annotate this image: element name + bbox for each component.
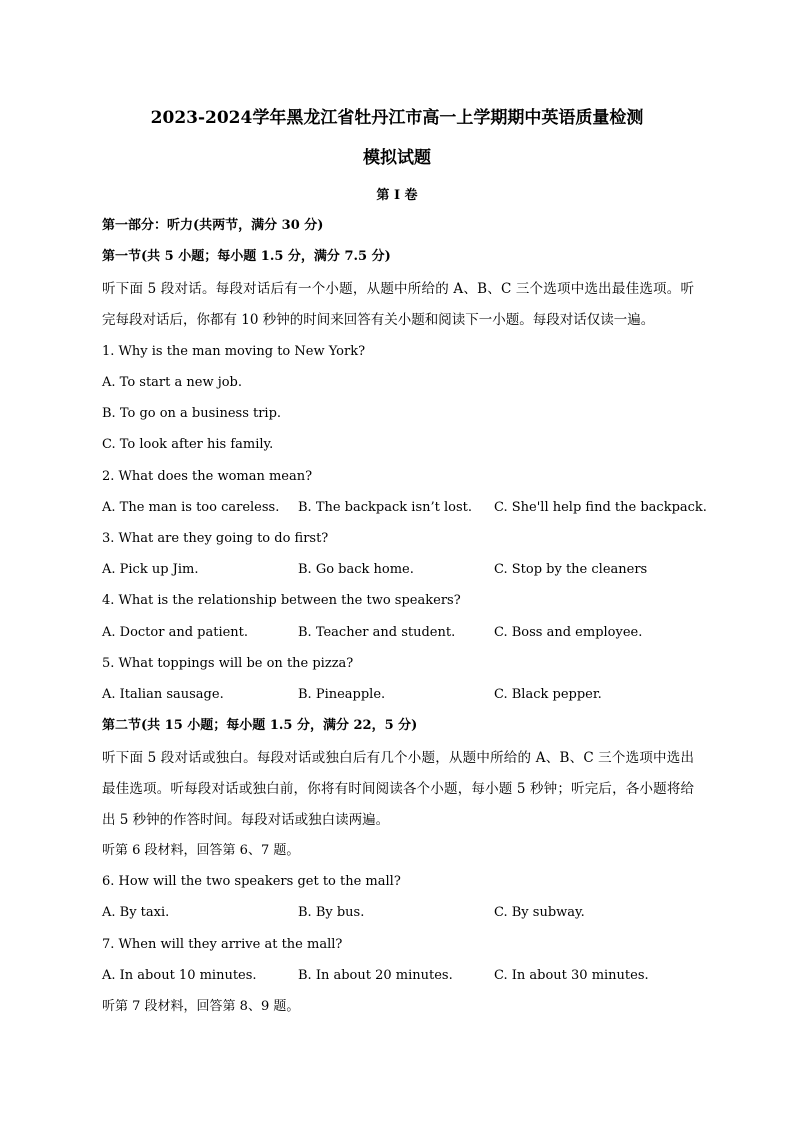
question-4-option-a: A. Doctor and patient. [102, 625, 249, 640]
volume-label: 第 I 卷 [376, 188, 418, 203]
section1-heading: 第一节(共 5 小题；每小题 1.5 分，满分 7.5 分) [102, 249, 391, 264]
question-2: 2. What does the woman mean? [102, 469, 313, 484]
question-5: 5. What toppings will be on the pizza? [102, 656, 354, 671]
question-1: 1. Why is the man moving to New York? [102, 344, 366, 359]
question-3: 3. What are they going to do first? [102, 531, 329, 546]
question-2-option-b: B. The backpack isn’t lost. [298, 500, 472, 515]
question-1-option-a: A. To start a new job. [102, 375, 243, 390]
part1-heading: 第一部分：听力(共两节，满分 30 分) [102, 218, 324, 233]
question-2-option-c: C. She'll help find the backpack. [494, 500, 707, 515]
question-3-option-c: C. Stop by the cleaners [494, 562, 648, 577]
question-4-option-b: B. Teacher and student. [298, 625, 456, 640]
question-3-option-b: B. Go back home. [298, 562, 414, 577]
question-7-option-a: A. In about 10 minutes. [102, 968, 257, 983]
question-4-option-c: C. Boss and employee. [494, 625, 643, 640]
question-7-option-b: B. In about 20 minutes. [298, 968, 453, 983]
section1-instructions: 听下面 5 段对话。每段对话后有一个小题，从题中所给的 A、B、C 三个选项中选出最佳选项。听完每段对话后，你都有 10 秒钟的时间来回答有关小题和阅读下一小题。每段对话仅读一遍。 [102, 281, 694, 328]
question-3-option-a: A. Pick up Jim. [102, 562, 199, 577]
material-7-instruction: 听第 7 段材料，回答第 8、9 题。 [102, 999, 300, 1014]
exam-title: 2023-2024学年黑龙江省牡丹江市高一上学期期中英语质量检测 [150, 108, 644, 128]
section2-heading: 第二节(共 15 小题；每小题 1.5 分，满分 22，5 分) [102, 718, 418, 733]
question-1-option-c: C. To look after his family. [102, 437, 274, 452]
exam-title-subtitle: 模拟试题 [363, 148, 431, 168]
question-2-option-a: A. The man is too careless. [102, 500, 280, 515]
question-5-option-b: B. Pineapple. [298, 687, 386, 702]
question-7-option-c: C. In about 30 minutes. [494, 968, 649, 983]
question-6-option-b: B. By bus. [298, 905, 365, 920]
question-6-option-a: A. By taxi. [102, 905, 170, 920]
material-6-instruction: 听第 6 段材料，回答第 6、7 题。 [102, 843, 300, 858]
question-7: 7. When will they arrive at the mall? [102, 937, 343, 952]
question-5-option-a: A. Italian sausage. [102, 687, 224, 702]
question-5-option-c: C. Black pepper. [494, 687, 602, 702]
question-4: 4. What is the relationship between the two speakers? [102, 593, 461, 608]
section2-instructions: 听下面 5 段对话或独白。每段对话或独白后有几个小题，从题中所给的 A、B、C 三个选项中选出最佳选项。听每段对话或独白前，你将有时间阅读各个小题，每小题 5 秒钟；听完后，各小题将给出 5 秒钟的作答时间。每段对话或独白读两遍。 [102, 750, 694, 828]
question-1-option-b: B. To go on a business trip. [102, 406, 282, 421]
question-6: 6. How will the two speakers get to the mall? [102, 874, 401, 889]
question-6-option-c: C. By subway. [494, 905, 585, 920]
